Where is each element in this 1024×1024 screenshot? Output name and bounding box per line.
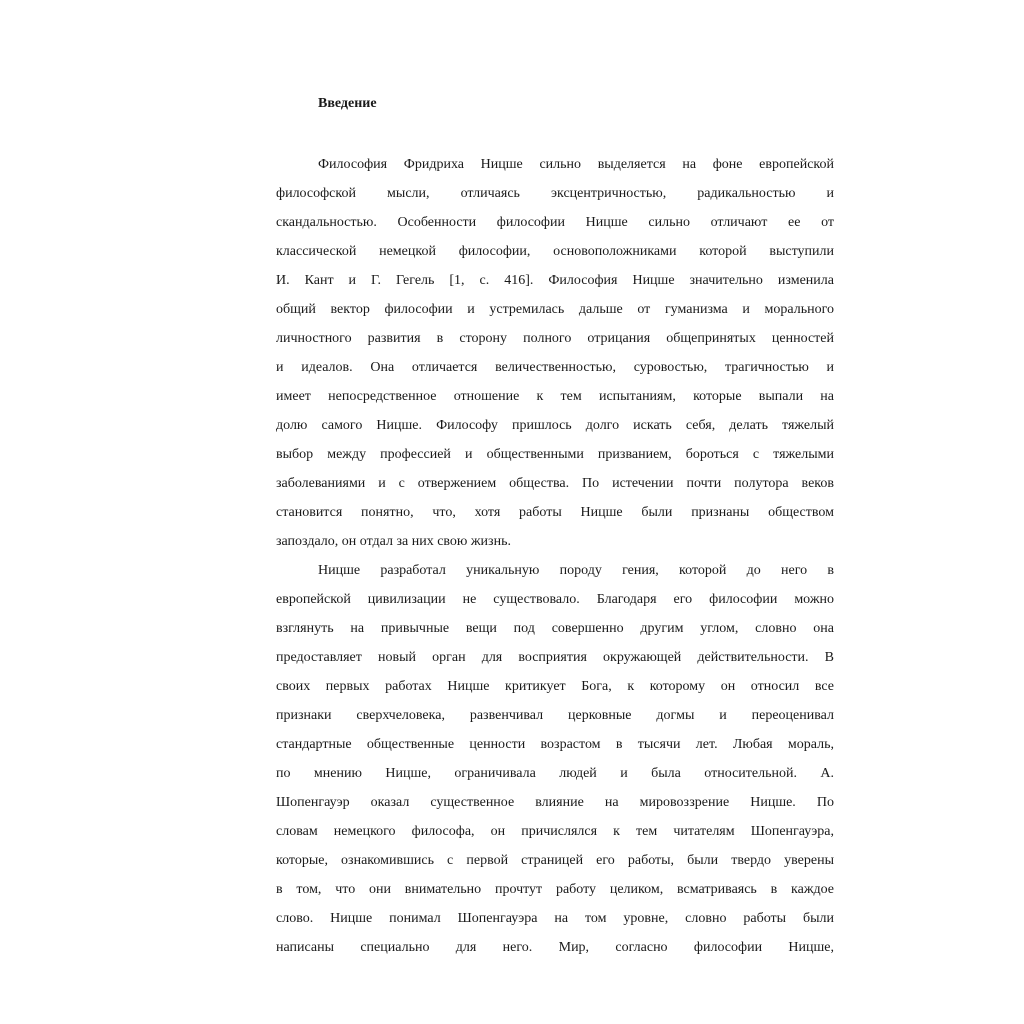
paragraph-line: долю самого Ницше. Философу пришлось долго искать себя, делать тяжелый (276, 418, 834, 433)
paragraph-line: взглянуть на привычные вещи под совершенно другим углом, словно она (276, 621, 834, 636)
paragraph-line: классической немецкой философии, основоположниками которой выступили (276, 244, 834, 259)
paragraph-line: становится понятно, что, хотя работы Ницше были признаны обществом (276, 505, 834, 520)
paragraph-line: скандальностью. Особенности философии Ницше сильно отличают ее от (276, 215, 834, 230)
paragraph-line: Философия Фридриха Ницше сильно выделяется на фоне европейской (318, 157, 834, 172)
paragraph-line: выбор между профессией и общественными призванием, бороться с тяжелыми (276, 447, 834, 462)
paragraph (276, 556, 834, 962)
paragraph-line: философской мысли, отличаясь эксцентричностью, радикальностью и (276, 186, 834, 201)
paragraph-line: И. Кант и Г. Гегель [1, с. 416]. Философия Ницше значительно изменила (276, 273, 834, 288)
paragraph-line: стандартные общественные ценности возрастом в тысячи лет. Любая мораль, (276, 737, 834, 752)
paragraph-line: Шопенгауэр оказал существенное влияние на мировоззрение Ницше. По (276, 795, 834, 810)
paragraph-line: которые, ознакомившись с первой страницей его работы, были твердо уверены (276, 853, 834, 868)
paragraph-line: в том, что они внимательно прочтут работу целиком, всматриваясь в каждое (276, 882, 834, 897)
paragraph-line: имеет непосредственное отношение к тем испытаниям, которые выпали на (276, 389, 834, 404)
document-body (276, 150, 834, 962)
paragraph-line: признаки сверхчеловека, развенчивал церковные догмы и переоценивал (276, 708, 834, 723)
paragraph (276, 150, 834, 556)
paragraph-line: слово. Ницше понимал Шопенгауэра на том уровне, словно работы были (276, 911, 834, 926)
paragraph-line: заболеваниями и с отвержением общества. По истечении почти полутора веков (276, 476, 834, 491)
paragraph-line: европейской цивилизации не существовало. Благодаря его философии можно (276, 592, 834, 607)
paragraph-line: своих первых работах Ницше критикует Бога, к которому он относил все (276, 679, 834, 694)
paragraph-line: и идеалов. Она отличается величественностью, суровостью, трагичностью и (276, 360, 834, 375)
paragraph-line: по мнению Ницше, ограничивала людей и была относительной. А. (276, 766, 834, 781)
section-heading: Введение (318, 96, 377, 111)
paragraph-line: общий вектор философии и устремилась дальше от гуманизма и морального (276, 302, 834, 317)
paragraph-line: написаны специально для него. Мир, согласно философии Ницше, (276, 940, 834, 955)
paragraph-line: запоздало, он отдал за них свою жизнь. (276, 534, 511, 549)
paragraph-line: Ницше разработал уникальную породу гения, которой до него в (318, 563, 834, 578)
paragraph-line: словам немецкого философа, он причислялся к тем читателям Шопенгауэра, (276, 824, 834, 839)
paragraph-line: личностного развития в сторону полного отрицания общепринятых ценностей (276, 331, 834, 346)
paragraph-line: предоставляет новый орган для восприятия окружающей действительности. В (276, 650, 834, 665)
